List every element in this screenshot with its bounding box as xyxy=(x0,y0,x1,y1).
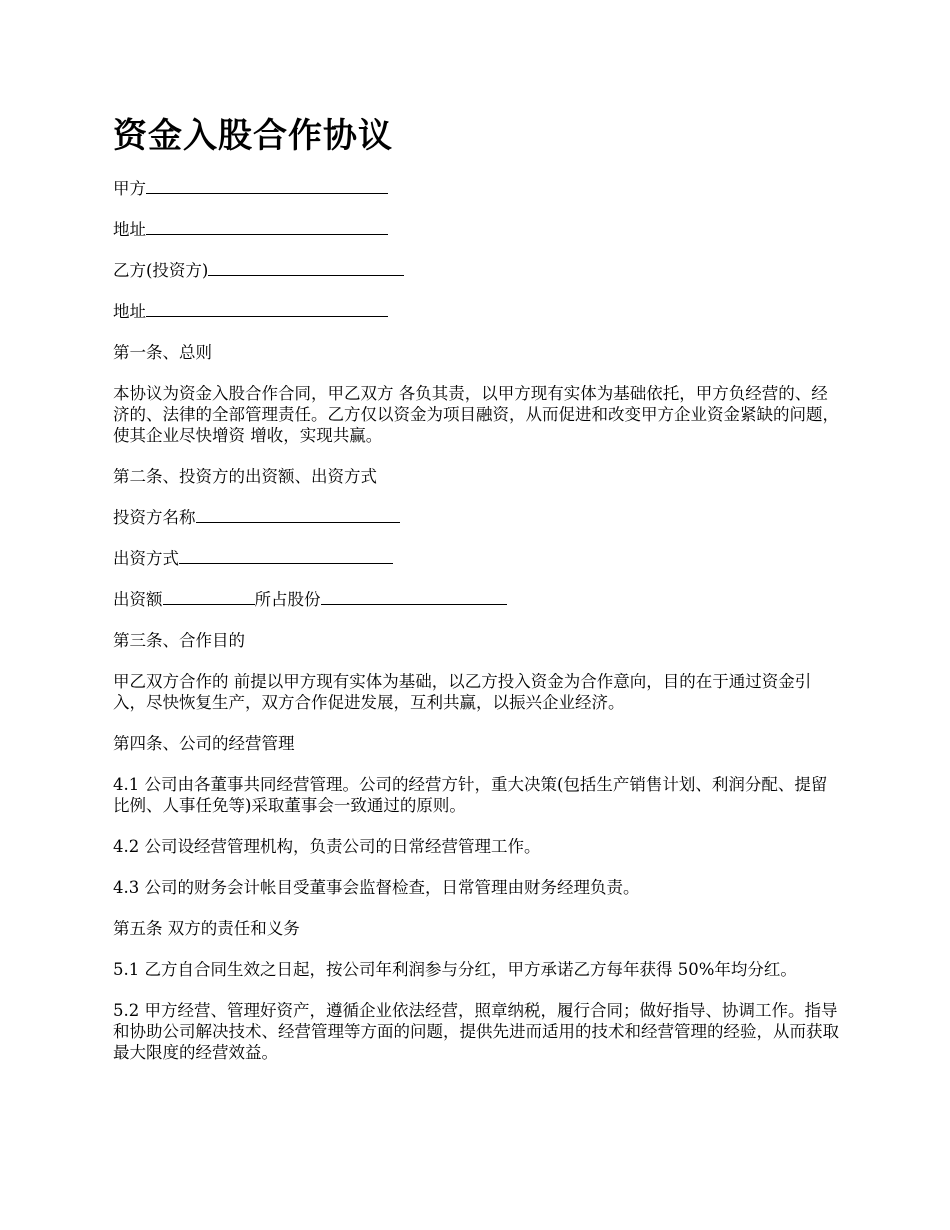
investor-name-label: 投资方名称 xyxy=(113,508,196,527)
investor-name-blank xyxy=(196,507,400,523)
investment-amount-label: 出资额 xyxy=(113,590,163,609)
party-a-blank xyxy=(146,178,388,194)
investment-method-line xyxy=(113,548,843,569)
investor-name-line xyxy=(113,507,843,528)
article-2-heading: 第二条、投资方的出资额、出资方式 xyxy=(113,467,377,486)
article-1-heading: 第一条、总则 xyxy=(113,343,212,362)
article-3-body: 甲乙双方合作的 前提以甲方现有实体为基础，以乙方投入资金为合作意向，目的在于通过资金引入，尽快恢复生产，双方合作促进发展，互利共赢，以振兴企业经济。 xyxy=(113,672,812,712)
address-line-2 xyxy=(113,301,843,322)
investment-method-label: 出资方式 xyxy=(113,549,179,568)
article-5-heading: 第五条 双方的责任和义务 xyxy=(113,919,300,938)
party-a-label: 甲方 xyxy=(113,179,146,198)
address-line-1 xyxy=(113,219,843,240)
share-label: 所占股份 xyxy=(254,590,321,609)
party-b-label: 乙方(投资方) xyxy=(113,261,209,280)
article-3-heading: 第三条、合作目的 xyxy=(113,631,245,650)
clause-4-3: 4.3 公司的财务会计帐目受董事会监督检查，日常管理由财务经理负责。 xyxy=(113,878,640,897)
article-4-heading: 第四条、公司的经营管理 xyxy=(113,734,295,753)
article-1-body: 本协议为资金入股合作合同，甲乙双方 各负其责，以甲方现有实体为基础依托，甲方负经营的、经济的、法律的全部管理责任。乙方仅以资金为项目融资，从而促进和改变甲方企业资金紧缺的问题，使其企业尽快增资 增收，实现共赢。 xyxy=(113,384,839,445)
investment-method-blank xyxy=(179,548,393,564)
clause-5-1: 5.1 乙方自合同生效之日起，按公司年利润参与分红，甲方承诺乙方每年获得 50%年均分红。 xyxy=(113,960,797,979)
address-blank-2 xyxy=(146,301,388,317)
party-b-line xyxy=(113,260,843,281)
document-page xyxy=(113,112,843,1083)
address-label-1: 地址 xyxy=(113,220,146,239)
party-b-blank xyxy=(208,260,404,276)
address-blank-1 xyxy=(146,219,388,235)
clause-4-1: 4.1 公司由各董事共同经营管理。公司的经营方针，重大决策(包括生产销售计划、利润分配、提留比例、人事任免等)采取董事会一致通过的原则。 xyxy=(113,775,828,815)
clause-4-2: 4.2 公司设经营管理机构，负责公司的日常经营管理工作。 xyxy=(113,837,541,856)
share-blank xyxy=(321,589,507,605)
investment-amount-blank xyxy=(163,589,255,605)
address-label-2: 地址 xyxy=(113,302,146,321)
document-title: 资金入股合作协议 xyxy=(113,116,393,156)
party-a-line xyxy=(113,178,843,199)
investment-amount-line xyxy=(113,589,843,610)
clause-5-2: 5.2 甲方经营、管理好资产，遵循企业依法经营，照章纳税，履行合同；做好指导、协调工作。指导和协助公司解决技术、经营管理等方面的问题，提供先进而适用的技术和经营管理的经验，从而获取最大限度的经营效益。 xyxy=(113,1001,839,1062)
